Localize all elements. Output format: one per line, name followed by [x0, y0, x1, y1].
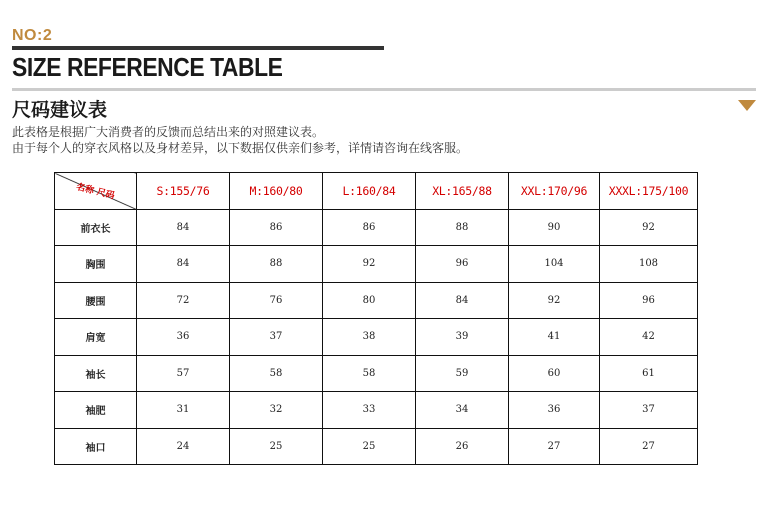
table-cell: 33	[323, 392, 416, 429]
section-number: NO:2	[12, 27, 53, 44]
table-cell: 36	[509, 392, 600, 429]
table-cell: 36	[137, 319, 230, 356]
table-cell: 104	[509, 246, 600, 283]
table-cell: 25	[323, 428, 416, 465]
header-divider-gray	[12, 88, 756, 91]
size-header-xxl: XXL:170/96	[509, 173, 600, 210]
table-row	[55, 428, 698, 465]
table-cell: 42	[600, 319, 698, 356]
table-cell: 57	[137, 355, 230, 392]
table-cell: 59	[416, 355, 509, 392]
table-row	[55, 355, 698, 392]
table-cell: 90	[509, 209, 600, 246]
corner-label: 名称 尺码	[74, 182, 116, 202]
table-row	[55, 392, 698, 429]
row-label: 袖长	[55, 355, 137, 392]
table-cell: 25	[230, 428, 323, 465]
description-line-2: 由于每个人的穿衣风格以及身材差异，以下数据仅供亲们参考，详情请咨询在线客服。	[12, 141, 469, 155]
table-cell: 76	[230, 282, 323, 319]
table-cell: 86	[230, 209, 323, 246]
row-label: 胸围	[55, 246, 137, 283]
table-cell: 96	[416, 246, 509, 283]
table-cell: 34	[416, 392, 509, 429]
size-header-xxxl: XXXL:175/100	[600, 173, 698, 210]
table-cell: 26	[416, 428, 509, 465]
size-header-s: S:155/76	[137, 173, 230, 210]
table-cell: 58	[323, 355, 416, 392]
table-cell: 61	[600, 355, 698, 392]
size-table	[54, 172, 698, 465]
table-row	[55, 209, 698, 246]
table-cell: 86	[323, 209, 416, 246]
table-cell: 88	[230, 246, 323, 283]
table-cell: 84	[416, 282, 509, 319]
table-cell: 41	[509, 319, 600, 356]
table-cell: 96	[600, 282, 698, 319]
table-cell: 92	[509, 282, 600, 319]
table-cell: 32	[230, 392, 323, 429]
table-cell: 92	[600, 209, 698, 246]
table-cell: 37	[230, 319, 323, 356]
triangle-down-icon	[738, 100, 756, 111]
table-cell: 92	[323, 246, 416, 283]
table-row	[55, 246, 698, 283]
table-cell: 31	[137, 392, 230, 429]
page-title: SIZE REFERENCE TABLE	[12, 52, 283, 82]
row-label: 袖肥	[55, 392, 137, 429]
table-cell: 38	[323, 319, 416, 356]
table-cell: 58	[230, 355, 323, 392]
table-cell: 60	[509, 355, 600, 392]
description-line-1: 此表格是根据广大消费者的反馈而总结出来的对照建议表。	[12, 125, 325, 139]
header-divider-dark	[12, 46, 384, 50]
table-cell: 27	[600, 428, 698, 465]
table-row	[55, 282, 698, 319]
row-label: 肩宽	[55, 319, 137, 356]
table-corner-cell	[55, 173, 137, 210]
row-label: 腰围	[55, 282, 137, 319]
size-header-m: M:160/80	[230, 173, 323, 210]
row-label: 前衣长	[55, 209, 137, 246]
table-cell: 84	[137, 209, 230, 246]
table-cell: 24	[137, 428, 230, 465]
table-cell: 37	[600, 392, 698, 429]
size-header-l: L:160/84	[323, 173, 416, 210]
row-label: 袖口	[55, 428, 137, 465]
size-header-xl: XL:165/88	[416, 173, 509, 210]
table-cell: 39	[416, 319, 509, 356]
table-row	[55, 319, 698, 356]
table-cell: 72	[137, 282, 230, 319]
table-header-row	[55, 173, 698, 210]
table-cell: 108	[600, 246, 698, 283]
table-cell: 88	[416, 209, 509, 246]
table-cell: 27	[509, 428, 600, 465]
section-title: 尺码建议表	[12, 99, 108, 121]
table-cell: 80	[323, 282, 416, 319]
table-cell: 84	[137, 246, 230, 283]
